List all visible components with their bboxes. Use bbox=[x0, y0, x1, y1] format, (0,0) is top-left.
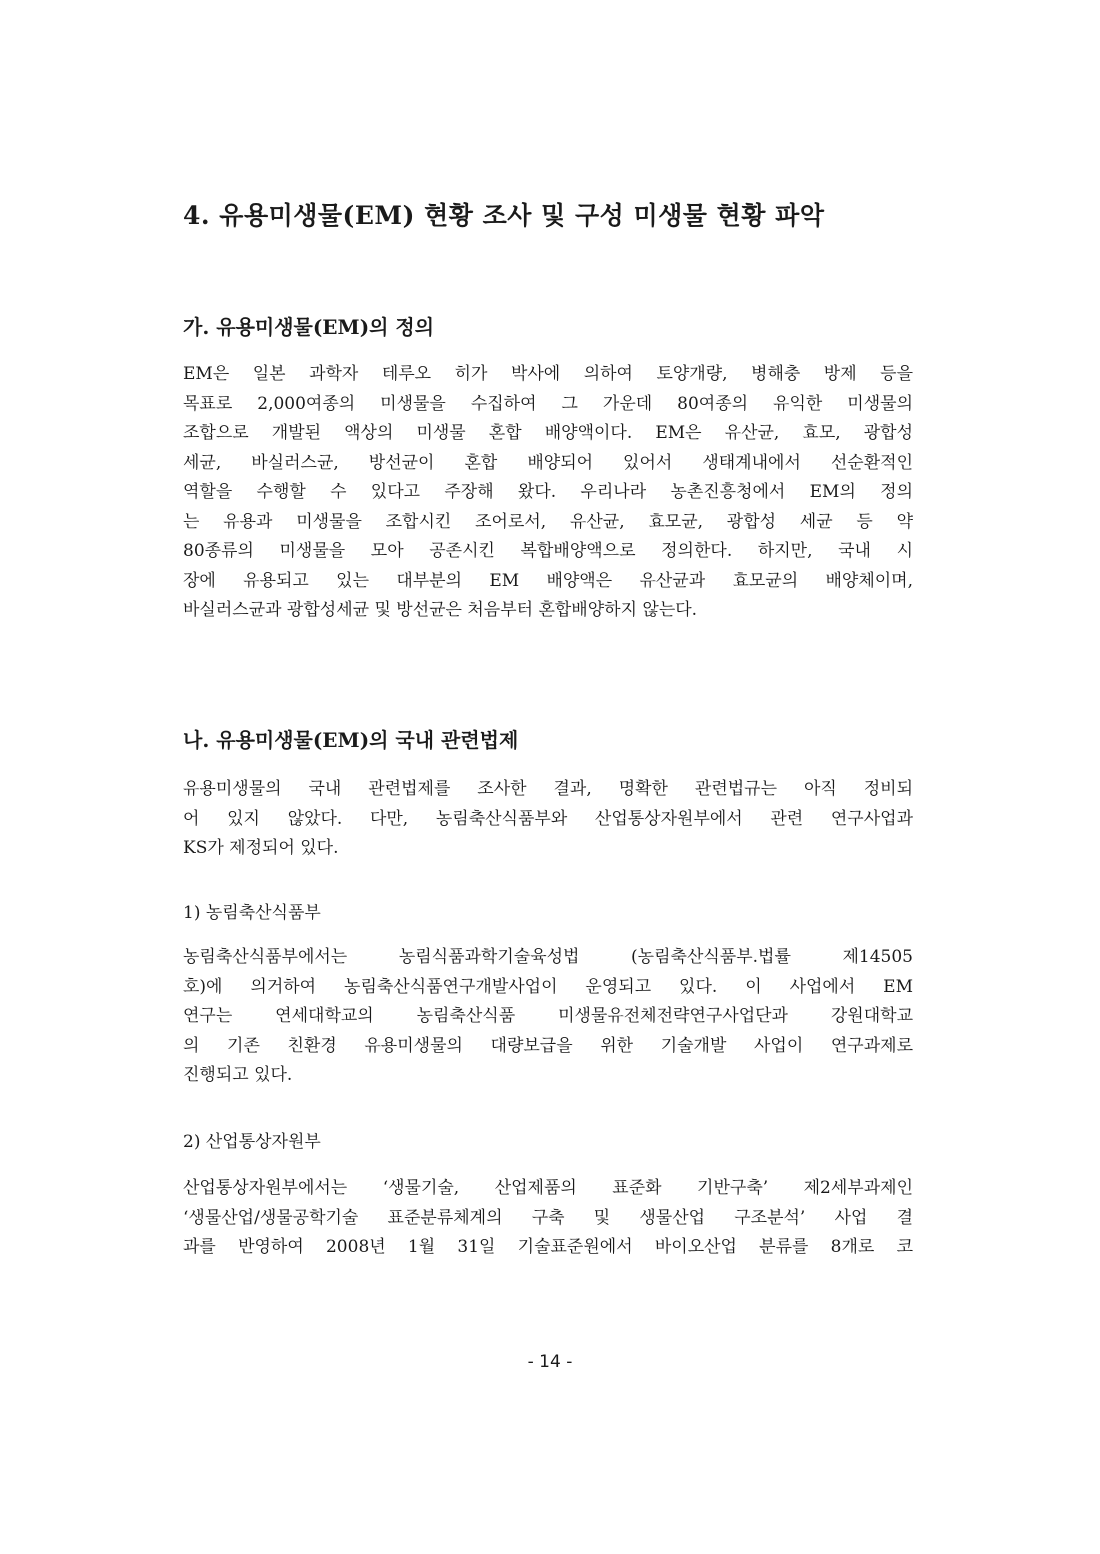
paragraph-line: 호)에 의거하여 농림축산식품연구개발사업이 운영되고 있다. 이 사업에서 EM bbox=[183, 976, 913, 997]
page-number: - 14 - bbox=[527, 1352, 573, 1372]
paragraph-line: 유용미생물의 국내 관련법제를 조사한 결과, 명확한 관련법규는 아직 정비되 bbox=[183, 779, 913, 799]
paragraph-line: EM은 일본 과학자 테루오 히가 박사에 의하여 토양개량, 병해충 방제 등을 bbox=[183, 364, 913, 384]
paragraph-line: 는 유용과 미생물을 조합시킨 조어로서, 유산균, 효모균, 광합성 세균 등 약 bbox=[183, 511, 913, 532]
paragraph-line: ‘생물산업/생물공학기술 표준분류체계의 구축 및 생물산업 구조분석’ 사업 결 bbox=[183, 1207, 913, 1228]
paragraph-line: 진행되고 있다. bbox=[183, 1065, 293, 1085]
paragraph-line: 목표로 2,000여종의 미생물을 수집하여 그 가운데 80여종의 유익한 미생물의 bbox=[183, 393, 913, 414]
paragraph-line: 산업통상자원부에서는 ‘생물기술, 산업제품의 표준화 기반구축’ 제2세부과제인 bbox=[183, 1178, 913, 1198]
sub-item-label-ministry-industry: 2) 산업통상자원부 bbox=[183, 1132, 321, 1152]
paragraph-line: 세균, 바실러스균, 방선균이 혼합 배양되어 있어서 생태계내에서 선순환적인 bbox=[183, 452, 913, 473]
legislation-intro-paragraph bbox=[183, 775, 913, 864]
paragraph-line: 의 기존 친환경 유용미생물의 대량보급을 위한 기술개발 사업이 연구과제로 bbox=[183, 1035, 913, 1056]
paragraph-line: 어 있지 않았다. 다만, 농림축산식품부와 산업통상자원부에서 관련 연구사업과 bbox=[183, 808, 913, 829]
section-heading-legislation: 나. 유용미생물(EM)의 국내 관련법제 bbox=[183, 728, 519, 752]
definition-paragraph bbox=[183, 360, 913, 626]
paragraph-line: 연구는 연세대학교의 농림축산식품 미생물유전체전략연구사업단과 강원대학교 bbox=[183, 1006, 913, 1026]
section-heading-definition: 가. 유용미생물(EM)의 정의 bbox=[183, 315, 435, 339]
paragraph-line: 조합으로 개발된 액상의 미생물 혼합 배양액이다. EM은 유산균, 효모, 광합성 bbox=[183, 423, 913, 443]
paragraph-line: 바실러스균과 광합성세균 및 방선균은 처음부터 혼합배양하지 않는다. bbox=[183, 600, 698, 620]
page-title: 4. 유용미생물(EM) 현황 조사 및 구성 미생물 현황 파악 bbox=[183, 201, 825, 230]
ministry-agriculture-paragraph bbox=[183, 943, 913, 1091]
paragraph-line: 80종류의 미생물을 모아 공존시킨 복합배양액으로 정의한다. 하지만, 국내 시 bbox=[183, 541, 913, 561]
sub-item-label-ministry-agriculture: 1) 농림축산식품부 bbox=[183, 903, 321, 923]
paragraph-line: 장에 유용되고 있는 대부분의 EM 배양액은 유산균과 효모균의 배양체이며, bbox=[183, 570, 913, 591]
paragraph-line: 농림축산식품부에서는 농림식품과학기술육성법 (농림축산식품부.법률 제14505 bbox=[183, 947, 913, 967]
paragraph-line: KS가 제정되어 있다. bbox=[183, 838, 339, 858]
ministry-industry-paragraph bbox=[183, 1174, 913, 1263]
paragraph-line: 과를 반영하여 2008년 1월 31일 기술표준원에서 바이오산업 분류를 8개로 코 bbox=[183, 1237, 913, 1257]
paragraph-line: 역할을 수행할 수 있다고 주장해 왔다. 우리나라 농촌진흥청에서 EM의 정의 bbox=[183, 482, 913, 502]
